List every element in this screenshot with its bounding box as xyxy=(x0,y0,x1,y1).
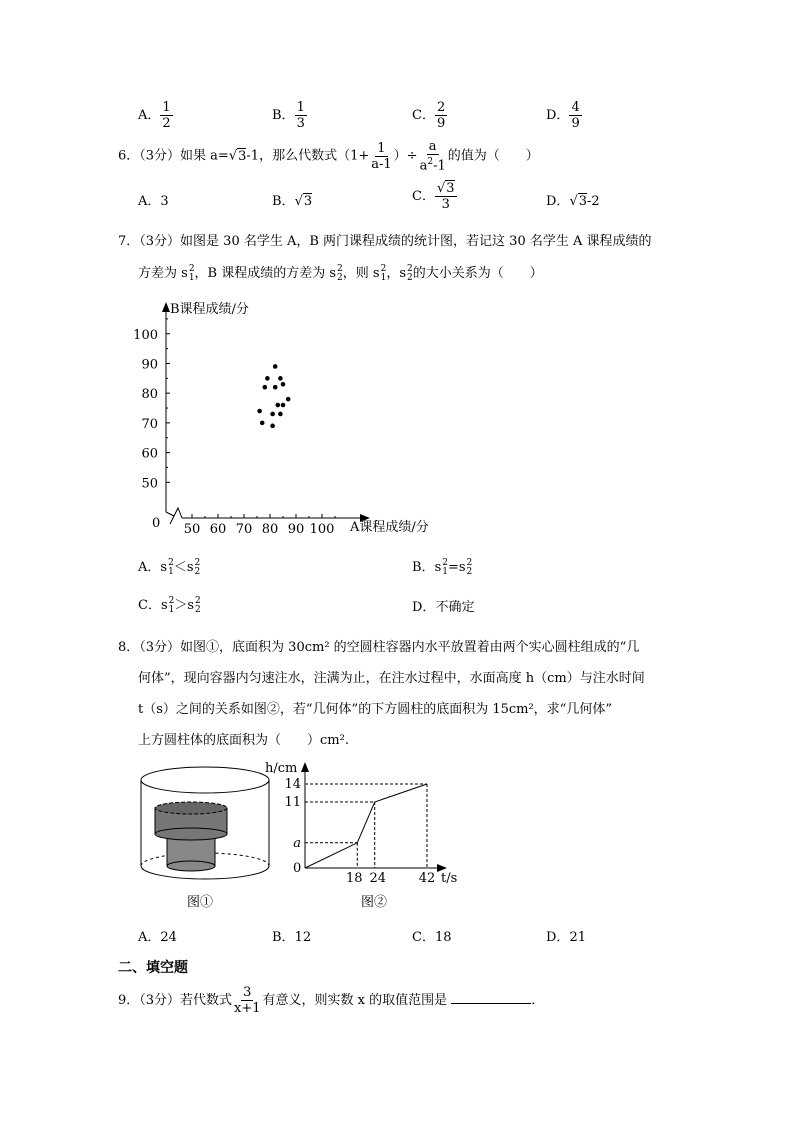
q6-option-b: B．√3 xyxy=(272,194,313,209)
q8-option-d: D．21 xyxy=(546,930,586,945)
q7-option-b: B．s 2 1 =s 2 2 xyxy=(412,557,473,577)
q8-line3: t（s）之间的关系如图②，若“几何体”的下方圆柱的底面积为 15cm²，求“几何体” xyxy=(138,702,612,717)
h-t-line xyxy=(305,784,427,868)
scatter-point xyxy=(281,403,286,408)
q8-line1: 8．（3分）如图①，底面积为 30cm² 的空圆柱容器内水平放置着由两个实心圆柱组成的“几 xyxy=(118,640,640,655)
scatter-point xyxy=(278,376,283,381)
q5-option-b: B． $\frac{1}{3}$ xyxy=(272,100,305,131)
scatter-point xyxy=(257,409,262,414)
x-tick-label: 70 xyxy=(235,522,253,537)
scatter-point xyxy=(281,382,286,387)
q5-option-a: A． $\frac{1}{2}$ xyxy=(138,100,171,131)
t-mark-label: 18 xyxy=(346,871,363,886)
h-mark-label: 14 xyxy=(284,777,301,792)
graph-origin: 0 xyxy=(293,861,302,876)
q6-option-a: A．3 xyxy=(138,194,169,209)
q7-line2: 方差为 s 2 1 ，B 课程成绩的方差为 s 2 2 ，则 s 2 1 ，s 2 2 的大小关系为（ ） xyxy=(138,263,543,283)
scatter-point xyxy=(278,412,283,417)
q8-option-a: A．24 xyxy=(138,930,177,945)
q7-option-d: D．不确定 xyxy=(412,600,475,615)
scatter-point xyxy=(270,424,275,429)
y-tick-label: 90 xyxy=(141,357,158,373)
container-top xyxy=(141,767,269,793)
q6-option-d: D．√3-2 xyxy=(546,194,600,209)
x-axis-label: A课程成绩/分 xyxy=(350,520,429,535)
y-axis-arrow xyxy=(162,302,170,312)
h-mark-label: 11 xyxy=(284,795,301,810)
scatter-point xyxy=(273,385,278,390)
q7-line1: 7．（3分）如图是 30 名学生 A，B 两门课程成绩的统计图，若记这 30 名学生 A 课程成绩的 xyxy=(118,234,652,249)
x-tick-label: 80 xyxy=(261,522,279,537)
scatter-point xyxy=(276,403,281,408)
fig2-caption: 图② xyxy=(361,895,388,910)
t-mark-label: 42 xyxy=(418,871,436,886)
q8-line2: 何体”，现向容器内匀速注水，注满为止，在注水过程中，水面高度 h（cm）与注水时间 xyxy=(138,671,645,686)
q5-option-c: C． $\frac{2}{9}$ xyxy=(412,100,446,131)
y-tick-label: 50 xyxy=(141,476,158,492)
scatter-point xyxy=(286,397,291,402)
q7-option-c: C．s 2 1 ＞s 2 2 xyxy=(138,595,201,615)
h-mark-label: a xyxy=(293,835,301,851)
x-tick-label: 50 xyxy=(183,522,201,537)
y-tick-label: 100 xyxy=(133,327,158,343)
x-tick-label: 60 xyxy=(209,522,227,537)
q8-option-b: B．12 xyxy=(272,930,312,945)
section-heading: 二、填空题 xyxy=(118,960,188,976)
y-axis-label: B课程成绩/分 xyxy=(170,302,249,317)
scatter-point xyxy=(265,376,270,381)
scatter-point xyxy=(270,412,275,417)
y-tick-label: 60 xyxy=(141,446,158,462)
h-axis-label: h/cm xyxy=(265,761,298,776)
q8-line4: 上方圆柱体的底面积为（ ）cm². xyxy=(138,733,349,748)
q9-stem: 9．（3分）若代数式 $\frac{3}{x+1}$ 有意义，则实数 x 的取值范围是 ． xyxy=(118,985,545,1016)
scatter-point xyxy=(263,385,268,390)
scatter-point xyxy=(260,421,265,426)
scatter-point xyxy=(273,364,278,369)
y-tick-label: 80 xyxy=(141,387,158,403)
t-mark-label: 24 xyxy=(369,871,386,886)
x-tick-label: 100 xyxy=(309,522,335,537)
axis-break-mark xyxy=(166,508,182,524)
cylinder-figure xyxy=(135,760,275,920)
t-axis-label: t/s xyxy=(441,871,458,886)
x-tick-label: 90 xyxy=(287,522,305,537)
ht-graph xyxy=(265,756,475,920)
q8-option-c: C．18 xyxy=(412,930,452,945)
fig1-caption: 图① xyxy=(187,895,214,910)
q6-option-c: C． $\frac{√3}{3}$ xyxy=(412,181,455,212)
scatter-chart xyxy=(130,298,450,538)
answer-blank[interactable] xyxy=(451,991,531,1004)
q5-option-d: D． $\frac{4}{9}$ xyxy=(546,100,580,131)
y-tick-label: 70 xyxy=(141,416,158,432)
q7-option-a: A．s 2 1 ＜s 2 2 xyxy=(138,557,201,577)
q6-stem: 6．（3分）如果 a=√3-1，那么代数式（1+ $\frac{1}{a-1}$ ）÷ $\frac{a}{a^2-1}$ 的值为（ ） xyxy=(118,139,539,174)
origin-label: 0 xyxy=(152,516,161,531)
